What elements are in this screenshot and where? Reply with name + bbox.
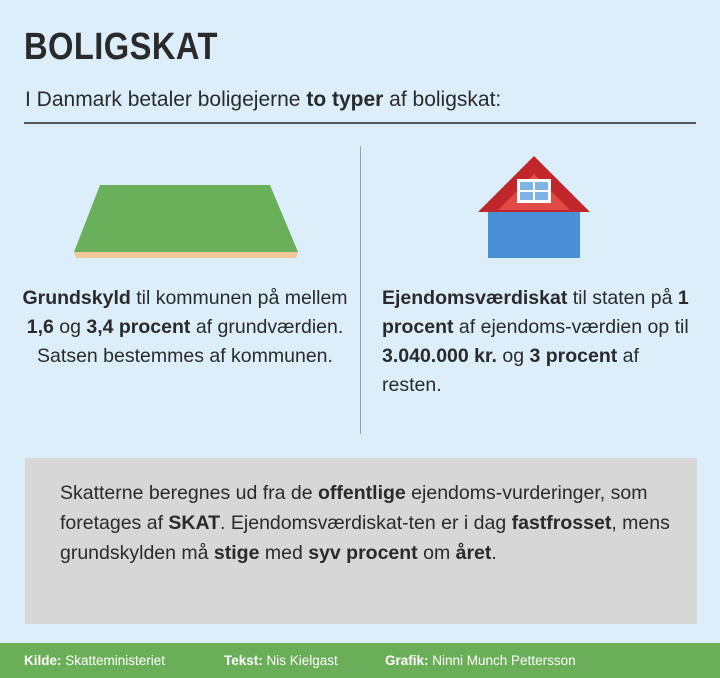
text-label: Tekst: [224,653,263,668]
ejendomsvaerdiskat-rate-1: 1 procent [382,287,689,338]
info-box-text [60,478,680,568]
grundskyld-min-rate: 1,6 [26,316,54,338]
subtitle-emphasis: to typer [306,88,384,111]
info-bold-6: året [455,542,492,564]
ejendomsvaerdiskat-threshold: 3.040.000 kr. [382,345,497,367]
green-field-icon [70,180,300,260]
house-icon [474,152,594,262]
ejendomsvaerdiskat-rate-3: 3 procent [529,345,618,367]
page-subtitle [25,88,501,112]
ejendomsvaerdiskat-description [382,284,702,400]
grundskyld-text-3: af grundværdien. Satsen bestemmes af kommunen. [37,316,344,367]
info-text-7: . [491,542,497,564]
grundskyld-text-1: til kommunen på mellem [130,287,348,309]
ejendomsvaerdiskat-text-4: af resten. [382,345,639,396]
subtitle-text-end: af boligskat: [383,88,502,111]
ejendomsvaerdiskat-text-1: til staten på [567,287,678,309]
info-text-3: . Ejendomsværdiskat-ten er i dag [220,512,512,534]
grundskyld-term: Grundskyld [22,287,131,309]
info-text-6: om [417,542,456,564]
info-text-2: ejendoms-vurderinger, som foretages af [60,482,648,534]
graphic-value: Ninni Munch Pettersson [428,653,576,668]
header-divider [24,122,696,124]
graphic-label: Grafik: [385,653,429,668]
ejendomsvaerdiskat-text-2: af ejendoms-værdien op til [453,316,689,338]
info-bold-2: SKAT [168,512,221,534]
text-value: Nis Kielgast [262,653,338,668]
credits-footer [0,643,720,678]
info-bold-3: fastfrosset [511,512,612,534]
grundskyld-text-2: og [53,316,87,338]
subtitle-text: I Danmark betaler boligejerne [25,88,307,111]
footer-text-credit [224,653,338,668]
info-bold-4: stige [213,542,260,564]
source-label: Kilde: [24,653,62,668]
info-text-4: , mens grundskylden må [60,512,670,564]
grundskyld-max-rate: 3,4 procent [86,316,191,338]
info-bold-1: offentlige [318,482,406,504]
footer-source [24,653,165,668]
page-title: BOLIGSKAT [24,26,218,68]
info-bold-5: syv procent [308,542,418,564]
source-value: Skatteministeriet [61,653,166,668]
column-divider [360,146,361,434]
info-text-5: med [259,542,309,564]
footer-graphic-credit [385,653,576,668]
grundskyld-description [22,284,348,371]
info-text-1: Skatterne beregnes ud fra de [60,482,319,504]
ejendomsvaerdiskat-text-3: og [496,345,530,367]
ejendomsvaerdiskat-term: Ejendomsværdiskat [382,287,568,309]
